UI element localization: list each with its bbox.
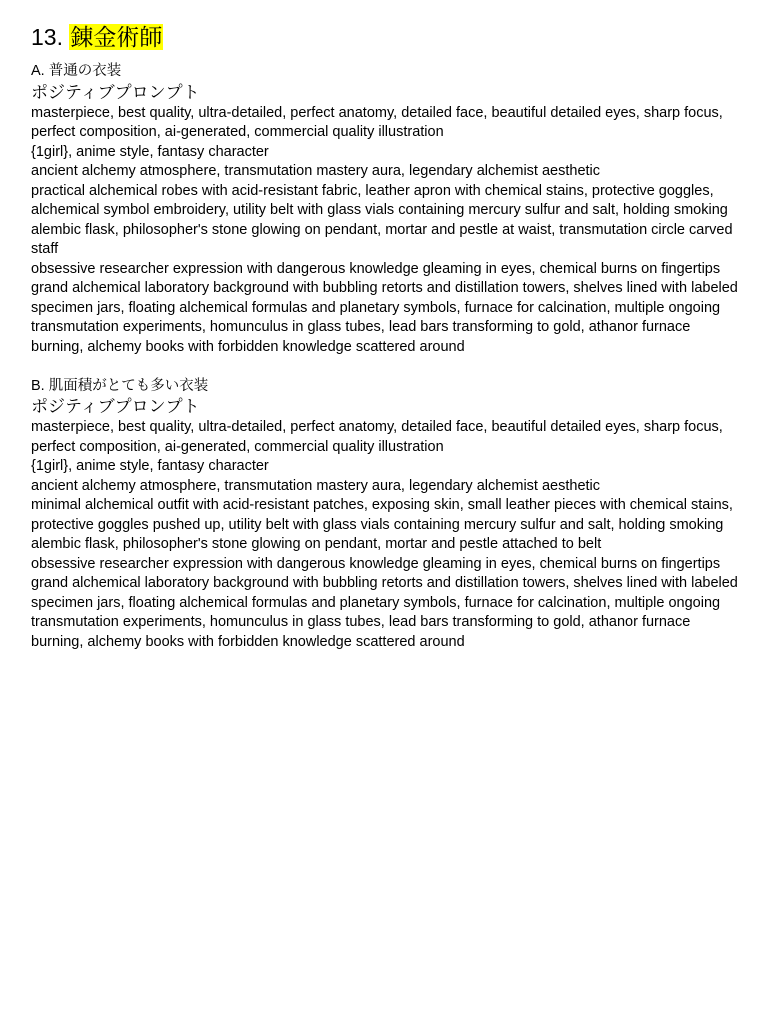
section-a <box>31 62 737 357</box>
prompt-line: obsessive researcher expression with dangerous knowledge gleaming in eyes, chemical burns on fingertips <box>31 260 721 277</box>
prompt-line: {1girl}, anime style, fantasy character <box>31 458 269 474</box>
page-title-highlighted-text: 錬金術師 <box>70 24 163 50</box>
prompt-line: masterpiece, best quality, ultra-detailed, perfect anatomy, detailed face, beautiful detailed eyes, sharp focus, perfect composition, ai-generated, commercial quality illustration <box>31 419 723 455</box>
prompt-line: masterpiece, best quality, ultra-detailed, perfect anatomy, detailed face, beautiful detailed eyes, sharp focus, perfect composition, ai-generated, commercial quality illustration <box>31 104 723 140</box>
page-title <box>31 22 737 52</box>
section-a-prompt-body <box>31 104 738 358</box>
prompt-line: grand alchemical laboratory background with bubbling retorts and distillation towers, shelves lined with labeled specimen jars, floating alchemical formulas and planetary symbols, furnace for calcination, multiple ongoing transmutation experiments, homunculus in glass tubes, lead bars transforming to gold, athanor furnace burning, alchemy books with forbidden knowledge scattered around <box>31 575 738 650</box>
section-b-heading: B. 肌面積がとても多い衣装 <box>31 377 209 394</box>
section-b-prompt-body <box>31 418 738 652</box>
section-a-prompt-label: ポジティブプロンプト <box>31 82 200 102</box>
page-title-number: 13. <box>31 24 63 50</box>
prompt-line: ancient alchemy atmosphere, transmutation mastery aura, legendary alchemist aesthetic <box>31 477 601 494</box>
section-b-prompt-label: ポジティブプロンプト <box>31 397 200 416</box>
prompt-line: practical alchemical robes with acid-resistant fabric, leather apron with chemical stains, protective goggles, alchemical symbol embroidery, utility belt with glass vials containing mercury sulfur and salt, holding smoking alembic flask, philosopher's stone glowing on pendant, mortar and pestle at waist, transmutation circle carved staff <box>31 182 733 257</box>
prompt-line: grand alchemical laboratory background with bubbling retorts and distillation towers, shelves lined with labeled specimen jars, floating alchemical formulas and planetary symbols, furnace for calcination, multiple ongoing transmutation experiments, homunculus in glass tubes, lead bars transforming to gold, athanor furnace burning, alchemy books with forbidden knowledge scattered around <box>31 280 738 355</box>
prompt-line: obsessive researcher expression with dangerous knowledge gleaming in eyes, chemical burns on fingertips <box>31 555 721 572</box>
prompt-line: minimal alchemical outfit with acid-resistant patches, exposing skin, small leather pieces with chemical stains, protective goggles pushed up, utility belt with glass vials containing mercury sulfur and salt, holding smoking alembic flask, philosopher's stone glowing on pendant, mortar and pestle attached to belt <box>31 497 733 552</box>
section-b <box>31 377 737 653</box>
prompt-line: ancient alchemy atmosphere, transmutation mastery aura, legendary alchemist aesthetic <box>31 163 601 179</box>
prompt-line: {1girl}, anime style, fantasy character <box>31 143 269 160</box>
section-a-heading: A. 普通の衣装 <box>31 63 122 79</box>
